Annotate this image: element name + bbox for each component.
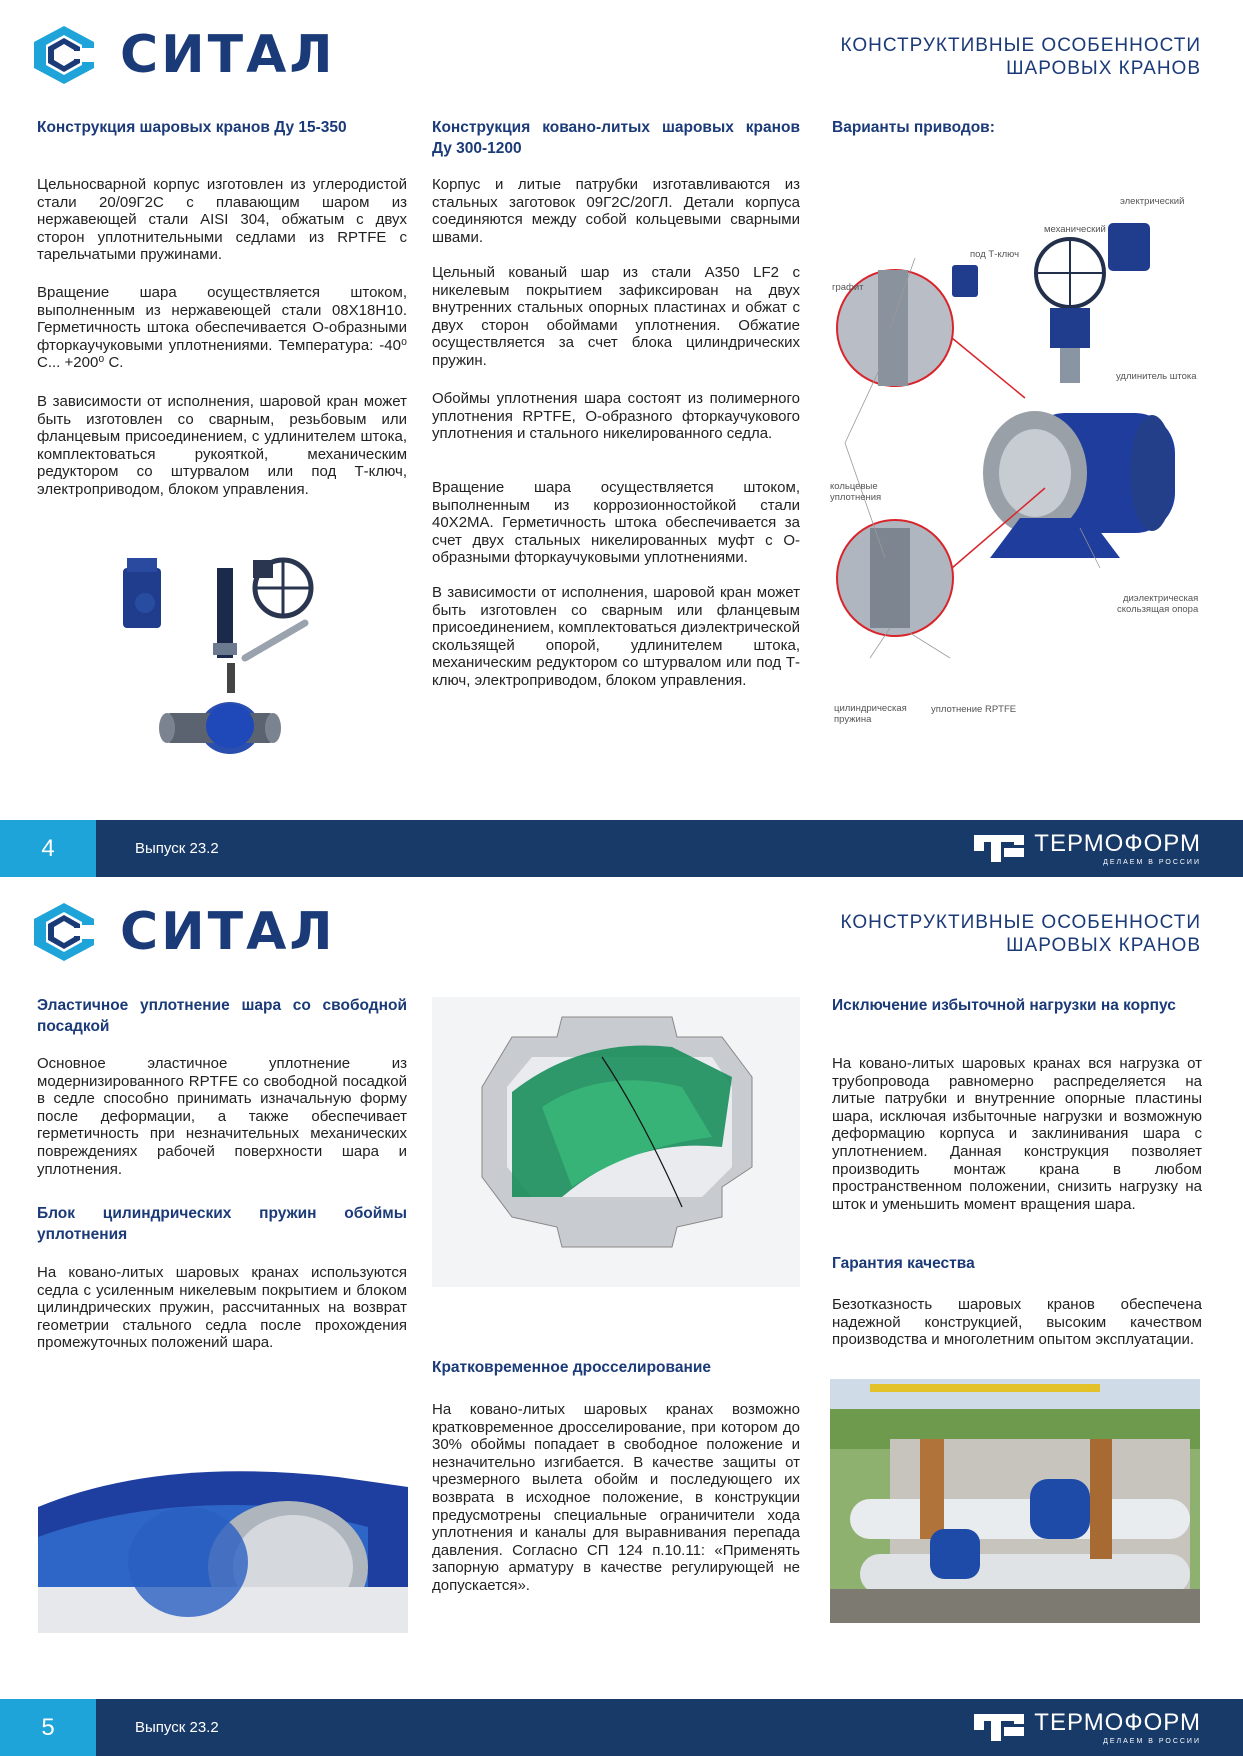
page-5 bbox=[0, 877, 1243, 1756]
label-rptfe-seal: уплотнение RPTFE bbox=[931, 704, 1017, 715]
termoform-logo: ТЕРМОФОРМ ДЕЛАЕМ В РОССИИ bbox=[970, 829, 1201, 867]
paragraph: Основное эластичное уплотнение из модернизированного RPTFE со свободной посадкой в седле способно принимать изначальную форму после деформации, а также обеспечивает герметичность при незначительных механических повреждениях рабочей поверхности шара и уплотнения. bbox=[37, 1055, 407, 1178]
paragraph: Безотказность шаровых кранов обеспечена надежной конструкцией, высоким качеством производства и многолетним опытом эксплуатации. bbox=[832, 1296, 1202, 1349]
sital-logo bbox=[30, 901, 336, 963]
issue-label: Выпуск 23.2 bbox=[135, 1719, 219, 1736]
label-cylindrical-spring: цилиндрическая пружина bbox=[834, 703, 907, 725]
label-electric: электрический bbox=[1120, 196, 1185, 207]
column-small-valves bbox=[37, 117, 407, 138]
termoform-logo: ТЕРМОФОРМ ДЕЛАЕМ В РОССИИ bbox=[970, 1708, 1201, 1746]
paragraph: Корпус и литые патрубки изготавливаются из стальных заготовок 09Г2С/20ГЛ. Детали корпуса соединяются между собой кольцевыми сварными швами. bbox=[432, 176, 800, 246]
section-title: КОНСТРУКТИВНЫЕ ОСОБЕННОСТИ ШАРОВЫХ КРАНОВ bbox=[840, 35, 1201, 79]
heading-spring-block: Блок цилиндрических пружин обоймы уплотнения bbox=[37, 1205, 407, 1243]
heading-throttling: Кратковременное дросселирование bbox=[432, 1359, 711, 1376]
label-dielectric-support: диэлектрическая скользящая опора bbox=[1117, 593, 1199, 615]
paragraph: Вращение шара осуществляется штоком, выполненным из коррозионностойкой стали 40Х2МА. Герметичность штока обеспечивается за счет двух стальных никелированных муфт с О-образными фторкаучуковыми уплотнениями. bbox=[432, 479, 800, 567]
column-forged-valves bbox=[432, 117, 800, 159]
page-footer bbox=[0, 820, 1243, 877]
sital-logo-icon bbox=[30, 24, 98, 86]
termoform-logo-icon bbox=[970, 829, 1028, 867]
paragraph: Цельный кованый шар из стали A350 LF2 с никелевым покрытием зафиксирован на двух внутренних стальных опорных пластинах и обжат с двух сторон обоймами уплотнения. Обжатие осуществляется за счет блока цилиндрических пружин. bbox=[432, 264, 800, 369]
heading-elastic-seal: Эластичное уплотнение шара со свободной посадкой bbox=[37, 997, 407, 1035]
paragraph: На ковано-литых шаровых кранах возможно кратковременное дросселирование, при котором до 30% обоймы попадает в свободное положение и незначительно изгибается. В качестве защиты от чрезмерного вылета обойм и последующего их возврата в исходное положение, в конструкции предусмотрены специальные ограничители хода уплотнения и каналы для выравнивания перепада давления. Согласно СП 124 п.10.11: «Применять запорную арматуру в качестве регулирующей не допускается». bbox=[432, 1401, 800, 1594]
heading-quality-guarantee: Гарантия качества bbox=[832, 1255, 975, 1272]
seal-cutaway-image bbox=[38, 1447, 408, 1633]
issue-label: Выпуск 23.2 bbox=[135, 840, 219, 857]
heading-load-exclusion: Исключение избыточной нагрузки на корпус bbox=[832, 997, 1176, 1014]
page-number: 4 bbox=[0, 820, 96, 877]
throttling-simulation-image bbox=[432, 997, 800, 1287]
label-graphite: графит bbox=[832, 282, 864, 293]
label-mechanical: механический bbox=[1044, 224, 1106, 235]
logo-text: СИТАЛ bbox=[120, 25, 336, 85]
logo-text: СИТАЛ bbox=[120, 902, 336, 962]
paragraph: Вращение шара осуществляется штоком, выполненным из нержавеющей стали 08Х18Н10. Герметичность штока обеспечивается О-образными фторкаучуковыми уплотнениями. Температура: -40⁰ С... +200⁰ С. bbox=[37, 284, 407, 372]
label-ring-seals: кольцевые уплотнения bbox=[830, 481, 882, 503]
section-title: КОНСТРУКТИВНЫЕ ОСОБЕННОСТИ ШАРОВЫХ КРАНОВ bbox=[840, 912, 1201, 956]
heading-forged-valves: Конструкция ковано-литых шаровых кранов Ду 300-1200 bbox=[432, 119, 800, 157]
paragraph: Цельносварной корпус изготовлен из углеродистой стали 20/09Г2С с плавающим шаром из нержавеющей стали AISI 304, обжатым с двух сторон уплотнительными седлами из RPTFE с тарельчатыми пружинами. bbox=[37, 176, 407, 264]
pipeline-installation-photo bbox=[830, 1379, 1200, 1623]
label-stem-extension: удлинитель штока bbox=[1116, 371, 1197, 382]
paragraph: На ковано-литых шаровых кранах используются седла с усиленным никелевым покрытием и блоком цилиндрических пружин, рассчитанных на возврат геометрии стального седла после прохождения промежуточных положений шара. bbox=[37, 1264, 407, 1352]
heading-small-valves: Конструкция шаровых кранов Ду 15-350 bbox=[37, 119, 347, 136]
page-footer bbox=[0, 1699, 1243, 1756]
termoform-logo-icon bbox=[970, 1708, 1028, 1746]
exploded-valve-image bbox=[105, 548, 345, 773]
sital-logo-icon bbox=[30, 901, 98, 963]
heading-actuators: Варианты приводов: bbox=[832, 119, 995, 136]
sital-logo bbox=[30, 24, 336, 86]
page-number: 5 bbox=[0, 1699, 96, 1756]
paragraph: В зависимости от исполнения, шаровой кран может быть изготовлен со сварным или фланцевым присоединением, комплектоваться диэлектрической скользящей опорой, удлинителем штока, механическим редуктором со штурвалом или под Т-ключ, электроприводом, блоком управления. bbox=[432, 584, 800, 689]
label-t-key: под Т-ключ bbox=[970, 249, 1020, 260]
paragraph: Обоймы уплотнения шара состоят из полимерного уплотнения RPTFE, О-образного фторкаучукового уплотнения и стального никелированного седла. bbox=[432, 390, 800, 443]
paragraph: В зависимости от исполнения, шаровой кран может быть изготовлен со сварным, резьбовым или фланцевым присоединением, с удлинителем штока, комплектоваться рукояткой, механическим редуктором со штурвалом или под Т-ключ, электроприводом, блоком управления. bbox=[37, 393, 407, 498]
page-4 bbox=[0, 0, 1243, 877]
paragraph: На ковано-литых шаровых кранах вся нагрузка от трубопровода равномерно распределяется на литые патрубки и внутренние опорные пластины шара, исключая избыточные нагрузки и возможную деформацию корпуса и заклинивания шара с уплотнением. Данная конструкция позволяет производить монтаж крана в любом пространственном положении, снизить нагрузку на шток и уменьшить момент вращения шара. bbox=[832, 1055, 1202, 1213]
valve-cutaway-diagram bbox=[830, 188, 1210, 728]
column-actuators bbox=[832, 117, 1202, 138]
